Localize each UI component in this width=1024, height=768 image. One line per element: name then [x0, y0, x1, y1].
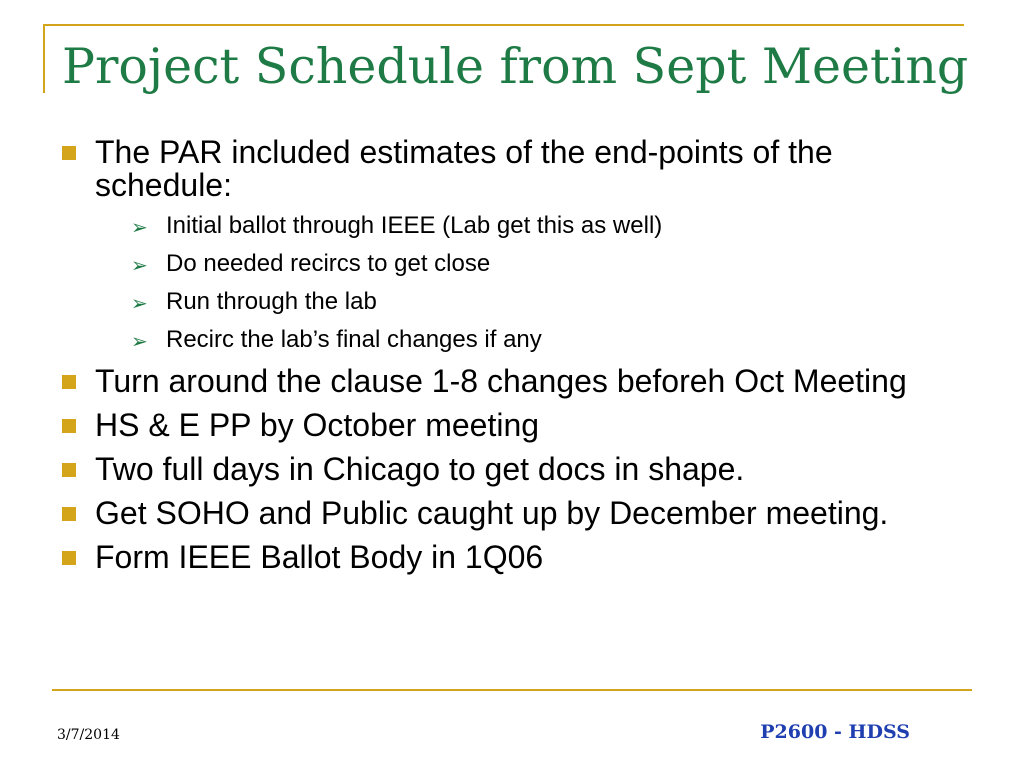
bullet-item	[62, 365, 962, 398]
arrow-bullet-icon: ➢	[131, 253, 148, 277]
bullet-item	[62, 497, 962, 530]
sub-bullet-item	[128, 288, 962, 316]
top-accent-line	[43, 24, 964, 26]
bullet-text: The PAR included estimates of the end-points of the schedule:	[95, 134, 833, 203]
sub-bullet-item	[128, 250, 962, 278]
square-bullet-icon	[62, 419, 76, 433]
sub-bullet-item	[128, 326, 962, 354]
bullet-item	[62, 453, 962, 486]
sub-bullet-list	[128, 212, 962, 354]
sub-bullet-text: Run through the lab	[166, 288, 377, 315]
bullet-text: HS & E PP by October meeting	[95, 407, 540, 443]
arrow-bullet-icon: ➢	[131, 291, 148, 315]
left-accent-line	[43, 24, 45, 93]
bullet-text: Form IEEE Ballot Body in 1Q06	[95, 539, 544, 575]
bullet-text: Get SOHO and Public caught up by December meeting.	[95, 495, 889, 531]
bullet-item	[62, 541, 962, 574]
sub-bullet-text: Do needed recircs to get close	[166, 250, 491, 277]
slide-title: Project Schedule from Sept Meeting	[62, 38, 969, 95]
footer-date: 3/7/2014	[57, 727, 120, 743]
square-bullet-icon	[62, 507, 76, 521]
arrow-bullet-icon: ➢	[131, 215, 148, 239]
footer-doc-title: P2600 - HDSS	[760, 721, 910, 743]
footer-divider	[52, 689, 972, 691]
arrow-bullet-icon: ➢	[131, 329, 148, 353]
square-bullet-icon	[62, 375, 76, 389]
bullet-text: Turn around the clause 1-8 changes beforeh Oct Meeting	[95, 363, 907, 399]
bullet-list	[62, 136, 962, 585]
sub-bullet-text: Recirc the lab’s final changes if any	[166, 326, 542, 353]
square-bullet-icon	[62, 463, 76, 477]
square-bullet-icon	[62, 551, 76, 565]
bullet-text: Two full days in Chicago to get docs in shape.	[95, 451, 745, 487]
bullet-item	[62, 409, 962, 442]
bullet-item	[62, 136, 962, 354]
sub-bullet-text: Initial ballot through IEEE (Lab get this as well)	[166, 212, 663, 239]
square-bullet-icon	[62, 146, 76, 160]
sub-bullet-item	[128, 212, 962, 240]
